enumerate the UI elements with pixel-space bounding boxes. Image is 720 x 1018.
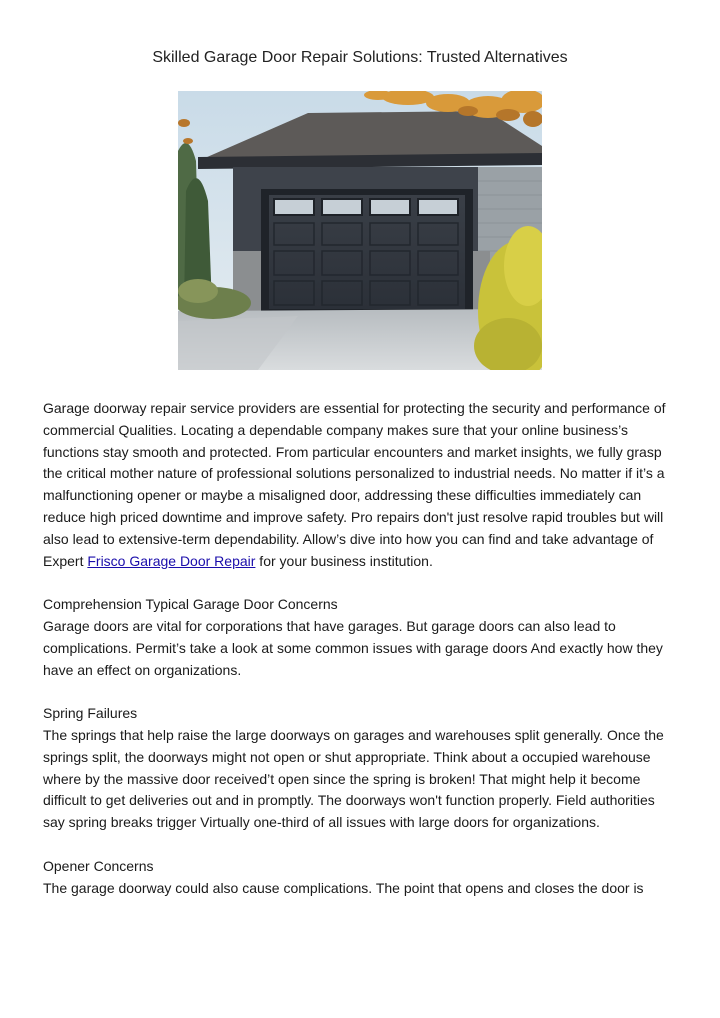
intro-text-end: for your business institution. xyxy=(255,552,433,569)
hero-image xyxy=(178,91,542,370)
section-heading: Opener Concerns xyxy=(43,857,154,874)
page-title: Skilled Garage Door Repair Solutions: Trusted Alternatives xyxy=(152,49,568,66)
section-body: Garage doors are vital for corporations that have garages. But garage doors can also lead to complications. Permit’s take a look at some common issues with garage doors And exactly how they have an effect on organizations. xyxy=(43,617,663,678)
intro-paragraph xyxy=(43,398,677,572)
intro-text: Garage doorway repair service providers are essential for protecting the security and performance of commercial Qualities. Locating a dependable company makes sure that your online business’s functions stay smooth and protected. From particular encounters and market insights, we fully grasp the critical mother nature of professional solutions personalized to industrial needs. No matter if it’s a malfunctioning opener or maybe a misaligned door, addressing these difficulties immediately can reduce high priced downtime and improve safety. Pro repairs don't just resolve rapid troubles but will also lead to extensive-term dependability. Allow’s dive into how you can find and take advantage of Expert xyxy=(43,400,666,569)
article-body xyxy=(43,398,677,899)
frisco-garage-door-repair-link[interactable]: Frisco Garage Door Repair xyxy=(87,552,256,569)
section-body: The garage doorway could also cause complications. The point that opens and closes the door is xyxy=(43,879,644,896)
section-heading: Spring Failures xyxy=(43,705,138,722)
section-body: The springs that help raise the large doorways on garages and warehouses split generally. Once the springs split, the doorways might not open or shut appropriate. Think about a occupied warehouse where by the massive door received’t open since the spring is broken! That might help it become difficult to get deliveries out and in promptly. The doorways won't function properly. Field authorities say spring breaks trigger Virtually one-third of all issues with large doors for organizations. xyxy=(43,726,664,831)
section-heading: Comprehension Typical Garage Door Concerns xyxy=(43,596,338,613)
